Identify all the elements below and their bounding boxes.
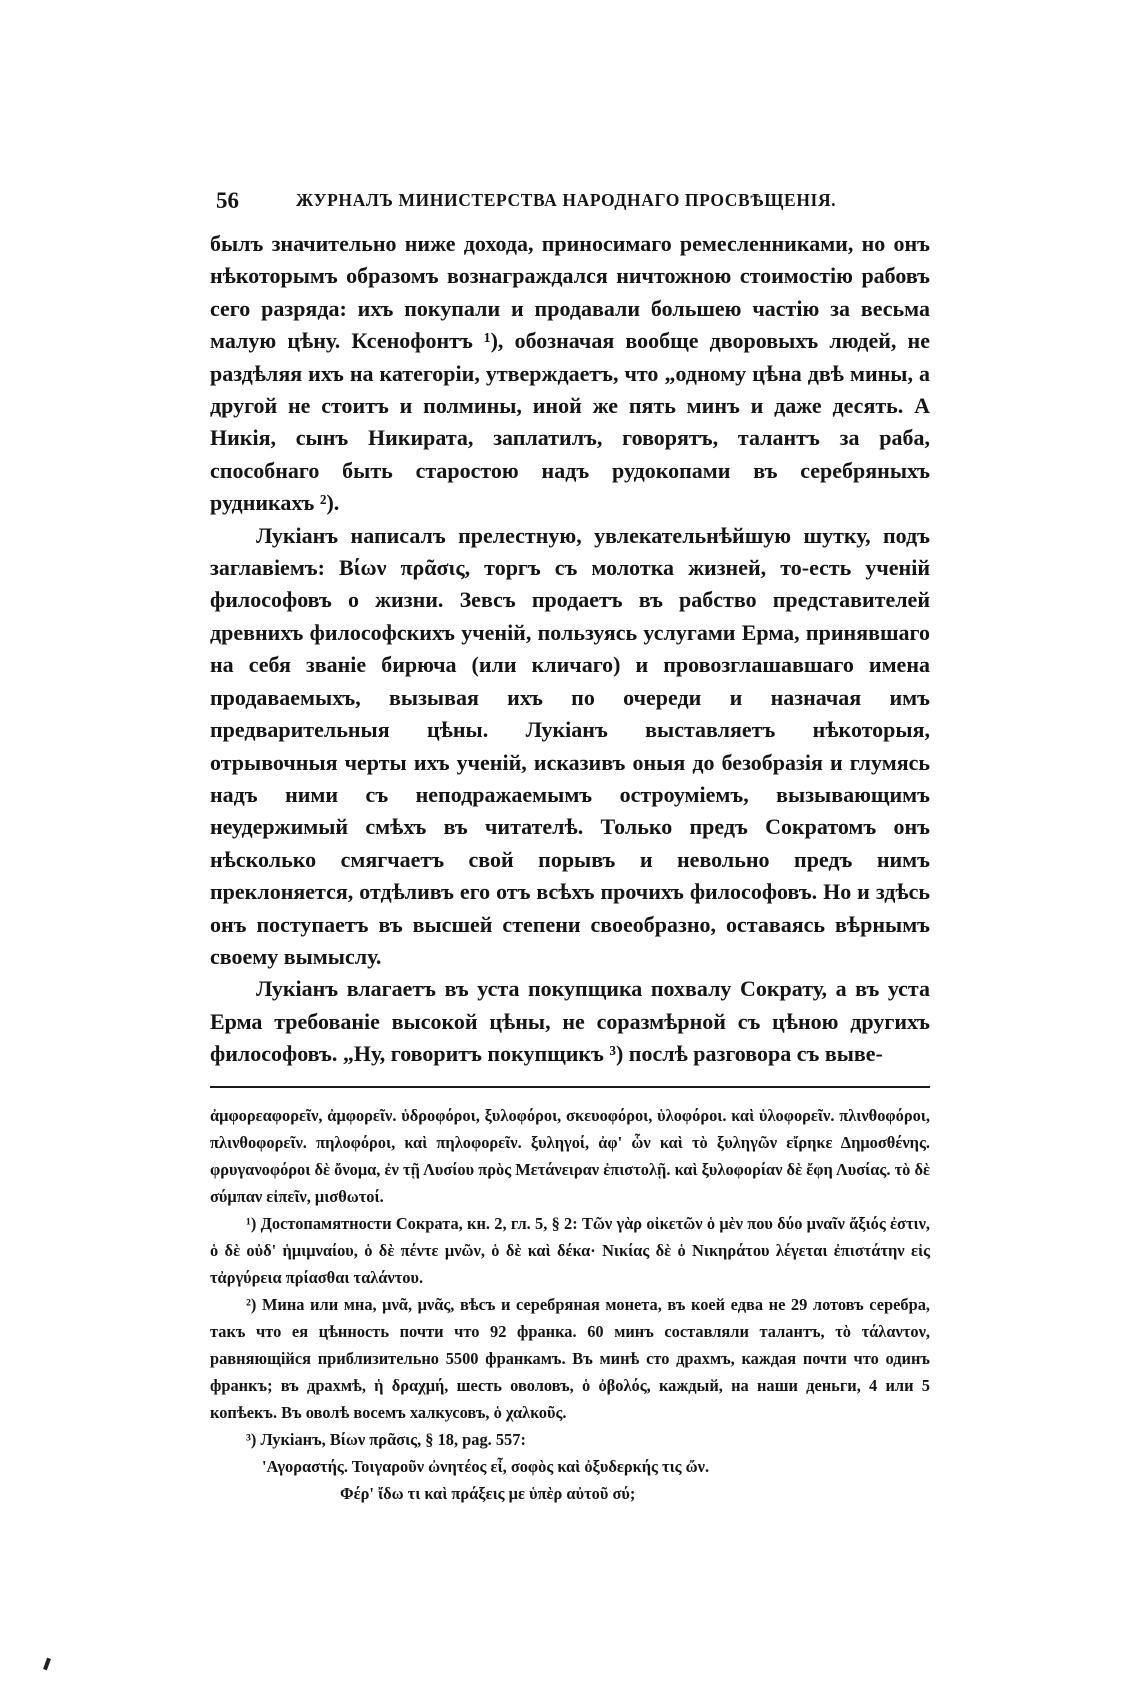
- paragraph-2: Лукіанъ написалъ прелестную, увлекательнѣйшую шутку, подъ заглавіемъ: Βίων πρᾶσις, торгъ съ молотка жизней, то-есть ученій философовъ о жизни. Зевсъ продаетъ въ рабство представителей древнихъ философскихъ ученій, пользуясь услугами Ерма, принявшаго на себя званіе бирюча (или кличаго) и провозглашавшаго имена продаваемыхъ, вызывая ихъ по очереди и назначая имъ предварительныя цѣны. Лукіанъ выставляетъ нѣкоторыя, отрывочныя черты ихъ ученій, исказивъ оныя до безобразія и глумясь надъ ними съ неподражаемымъ остроуміемъ, вызывающимъ неудержимый смѣхъ въ читателѣ. Только предъ Сократомъ онъ нѣсколько смягчаетъ свой порывъ и невольно предъ нимъ преклоняется, отдѣливъ его отъ всѣхъ прочихъ философовъ. Но и здѣсь онъ поступаетъ въ высшей степени своеобразно, оставаясь вѣрнымъ своему вымыслу.: [210, 522, 930, 969]
- page-number: 56: [216, 188, 239, 213]
- footnote-continuation: ἀμφορεαφορεῖν, ἀμφορεῖν. ὑδροφόροι, ξυλοφόροι, σκευοφόροι, ὑλοφόροι. καὶ ὑλοφορεῖν. πλινθοφόροι, πλινθοφορεῖν. πηλοφόροι, καὶ πηλοφορεῖν. ξυληγοί, ἀφ' ὧν καὶ τὸ ξυληγῶν εἴρηκε Δημοσθένης. φρυγανοφόροι δὲ ὄνομα, ἐν τῇ Λυσίου πρὸς Μετάνειραν ἐπιστολῇ. καὶ ξυλοφορίαν δὲ ἔφη Λυσίας. τὸ δὲ σύμπαν εἰπεῖν, μισθωτοί.: [210, 1105, 930, 1206]
- paragraph-1: былъ значительно ниже дохода, приносимаго ремесленниками, но онъ нѣкоторымъ образомъ вознаграждался ничтожною стоимостію рабовъ сего разряда: ихъ покупали и продавали большею частію за весьма малую цѣну. Ксенофонтъ ¹), обозначая вообще дворовыхъ людей, не раздѣляя ихъ на категоріи, утверждаетъ, что „одному цѣна двѣ мины, а другой не стоитъ и полмины, иной же пять минъ и даже десять. А Никія, сынъ Никирата, заплатилъ, говорятъ, талантъ за раба, способнаго быть старостою надъ рудокопами въ серебряныхъ рудникахъ ²).: [210, 231, 930, 516]
- footnotes: [210, 1102, 930, 1507]
- document-page: [210, 184, 930, 1507]
- footnote-3: ³) Лукіанъ, Βίων πρᾶσις, § 18, pag. 557:: [246, 1429, 526, 1449]
- footnote-quote-line-2: Φέρ' ἴδω τι καὶ πράξεις με ὑπὲρ αὐτοῦ σύ;: [340, 1483, 636, 1503]
- footnote-1: ¹) Достопамятности Сократа, кн. 2, гл. 5, § 2: Τῶν γὰρ οἰκετῶν ὁ μὲν που δύο μναῖν ἄξιός ἐστιν, ὁ δὲ οὐδ' ἡμιμναίου, ὁ δὲ πέντε μνῶν, ὁ δὲ καὶ δέκα· Νικίας δὲ ὁ Νικηράτου λέγεται ἐπιστάτην εἰς τἀργύρεια πρίασθαι ταλάντου.: [210, 1213, 930, 1287]
- footnote-divider: [210, 1086, 930, 1088]
- margin-ink-mark: [43, 1658, 51, 1671]
- footnote-2: ²) Мина или мна, μνᾶ, μνᾶς, вѣсъ и серебряная монета, въ коей едва не 29 лотовъ серебра, такъ что ея цѣнность почти что 92 франка. 60 минъ составляли талантъ, τὸ τάλαντον, равняющійся приблизительно 5500 франкамъ. Въ минѣ сто драхмъ, каждая почти что одинъ франкъ; въ драхмѣ, ἡ δραχμή, шесть оволовъ, ὁ ὀβολός, каждый, на наши деньги, 4 или 5 копѣекъ. Въ оволѣ восемъ халкусовъ, ὁ χαλκοῦς.: [210, 1294, 930, 1422]
- page-header: [210, 184, 930, 218]
- running-title: ЖУРНАЛЪ МИНИСТЕРСТВА НАРОДНАГО ПРОСВѢЩЕНІЯ.: [296, 190, 837, 210]
- main-text: [210, 228, 930, 1071]
- paragraph-3: Лукіанъ влагаетъ въ уста покупщика похвалу Сократу, а въ уста Ерма требованіе высокой цѣны, не соразмѣрной съ цѣною другихъ философовъ. „Ну, говоритъ покупщикъ ³) послѣ разговора съ выве-: [210, 976, 930, 1067]
- footnote-quote-line-1: 'Αγοραστής. Τοιγαροῦν ὠνητέος εἶ, σοφὸς καὶ ὀξυδερκής τις ὤν.: [262, 1456, 710, 1476]
